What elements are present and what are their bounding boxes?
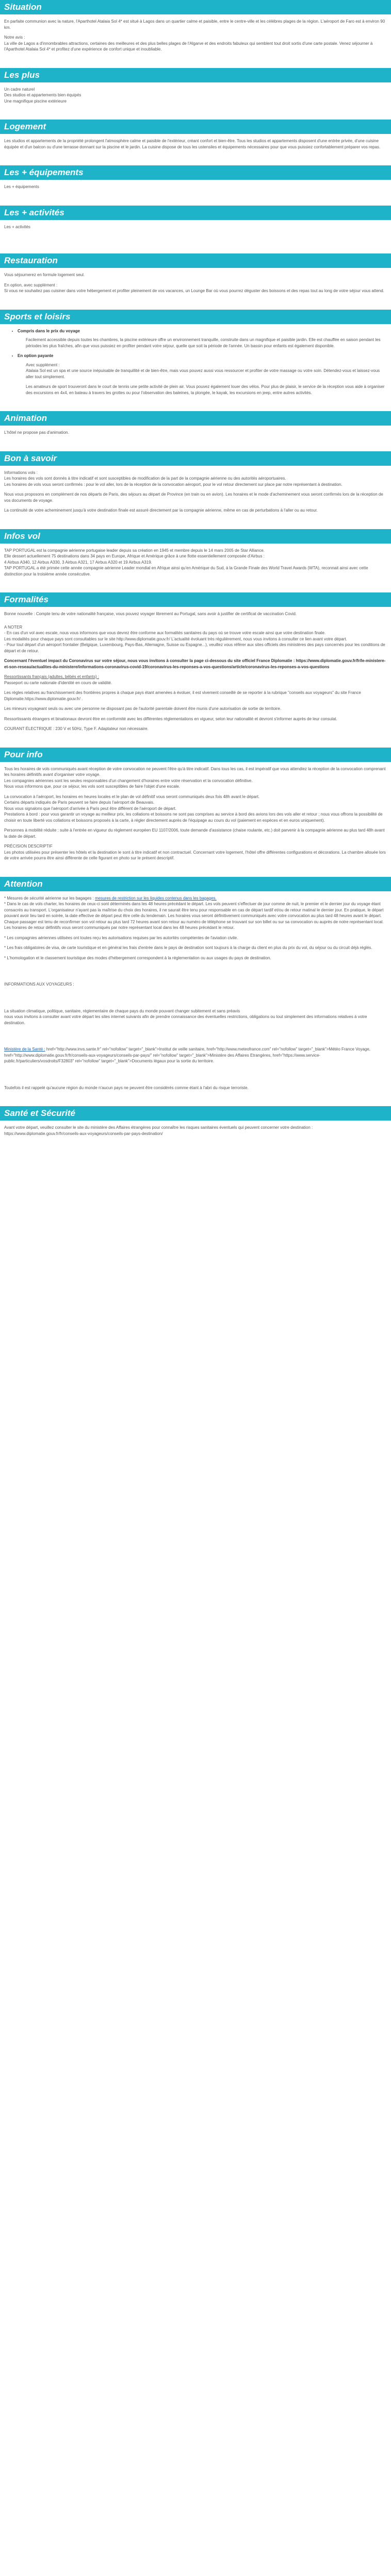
- section-title: Logement: [4, 122, 46, 131]
- list-item: Un cadre naturel: [4, 87, 35, 92]
- paragraph: Atalaia Sol est un spa et une source inépuisable de tranquillité et de bien-être, mais vous pouvez aussi vous ressourcer et profiter de votre massage ou votre soin. Détendez-vous et laissez-vous aller tout simplement.: [26, 368, 380, 379]
- paragraph: Facilement accessible depuis toutes les chambres, la piscine extérieure offre un environnement tranquille, construite dans un magnifique et paisible jardin. Elle est chauffée en saison pendant les périodes les plus fraîches, afin que vous puissiez en profiter pendant votre séjour, quelle que soit la période de l'année. Un bassin pour enfants est également disponible.: [26, 337, 381, 348]
- paragraph: * Les frais obligatoires de visa, de carte touristique et en général les frais d'entrée dans le pays de destination sont toujours à la charge du client en plus du prix du vol, du séjour ou du circuit déjà réglés.: [4, 945, 372, 950]
- paragraph: - Pour tout départ d'un aéroport frontalier (Belgique, Luxembourg, Pays-Bas, Allemagne, Suisse ou Espagne...), veuillez vous référer aux sites officiels des ministères des pays concernés pour les conditions de départ et de retour.: [4, 642, 385, 653]
- section-title: Formalités: [4, 595, 48, 604]
- paragraph: A NOTER: [4, 624, 23, 630]
- paragraph: En option, avec supplément :: [4, 282, 58, 287]
- section-body-restauration: [0, 268, 391, 300]
- paragraph: * L'homologation et le classement touristique des modes d'hébergement correspondent à la réglementation ou aux usages du pays de destination.: [4, 955, 271, 960]
- paragraph: COURANT ÉLECTRIQUE : 230 V et 50Hz, Type F. Adaptateur non nécessaire.: [4, 726, 149, 731]
- paragraph: * Dans le cas de vols charter, les horaires de ceux-ci sont déterminés dans les 48 heures précédant le départ. Les vols peuvent s'effectuer de jour comme de nuit, le premier et le dernier jour du voyage étant consacrés au transport. L'organisateur n'ayant pas la maîtrise du choix des horaires, il ne saurait être tenu pour responsable en cas de départ tardif et/ou de retour matinal le dernier jour. En pratique, le départ pouvant avoir lieu tard en soirée, la date effective de départ peut être celle du lendemain. Les horaires vous seront définitivement communiqués avec votre convocation au plus tard 48 heures avant le départ. Chaque passager est tenu de reconfirmer son vol retour au plus tard 72 heures avant son retour au numéro de téléphone se trouvant sur son billet ou sur sa convocation ou auprès de notre représentant local. Les horaires de retour définitifs vous seront communiqués par notre représentant local dans les 48 heures précédant le retour.: [4, 902, 384, 930]
- section-header-activites: [0, 206, 391, 220]
- paragraph: La convocation à l'aéroport, les horaires en heures locales et le plan de vol définitif vous seront communiqués deux fois 48h avant le départ.: [4, 794, 260, 799]
- paragraph: PRÉCISION DESCRIPTIF: [4, 844, 53, 849]
- paragraph: - En cas d'un vol avec escale, nous vous informons que vous devrez être conforme aux formalités sanitaires du pays où se trouve votre escale ainsi que votre destination finale.: [4, 631, 326, 635]
- paragraph: Concernant l'éventuel impact du Coronavirus sur votre séjour, nous vous invitons à consulter la page ci-dessous du site officiel France Diplomatie : https://www.diplomatie.gouv.fr/fr/le-ministere-et-son-reseau/actualites-du-ministere/informations-coronavirus-covid-19/coronavirus-les-reponses-a-vos-questions/article/coronavirus-les-reponses-a-vos-questions: [4, 658, 386, 669]
- section-header-animation: [0, 411, 391, 426]
- paragraph: Nous vous proposons en complément de nos départs de Paris, des séjours au départ de Province (en train ou en avion). Les horaires et le mode d'acheminement vous seront confirmés lors de la réception de vos documents de voyage.: [4, 492, 383, 503]
- sports-list: [4, 328, 387, 396]
- section-header-restauration: [0, 253, 391, 268]
- paragraph: TAP PORTUGAL est la compagnie aérienne portugaise leader depuis sa création en 1945 et membre depuis le 14 mars 2005 de Star Alliance.: [4, 548, 265, 553]
- section-header-pour-info: [0, 748, 391, 762]
- paragraph: Tous les horaires de vols communiqués avant réception de votre convocation ne peuvent l'être qu'à titre indicatif. Dans tous les cas, il est impératif que vous attendiez la réception de la convocation comprenant les horaires définitifs avant d'organiser votre voyage.: [4, 766, 386, 777]
- paragraph: Les horaires des vols sont donnés à titre indicatif et sont susceptibles de modification de la part de la compagnie aérienne ou des autorités aéroportuaires.: [4, 476, 286, 481]
- paragraph: Bonne nouvelle : Compte tenu de votre nationalité française, vous pouvez voyager librement au Portugal, sans avoir à justifier de certificat de vaccination Covid.: [4, 612, 297, 616]
- section-title: Restauration: [4, 256, 58, 265]
- section-title: Attention: [4, 878, 43, 889]
- paragraph: Avant votre départ, veuillez consulter le site du ministère des Affaires étrangères pour connaître les risques sanitaires éventuels qui peuvent concerner votre destination : https://www.diplomatie.gouv.fr/fr/conseils-aux-voyageurs/conseils-par-pays-destination/: [4, 1125, 313, 1136]
- paragraph-text: * Mesures de sécurité aérienne sur les bagages :: [4, 895, 94, 901]
- section-header-formalites: [0, 592, 391, 607]
- list-item: Des studios et appartements bien équipés: [4, 93, 82, 97]
- paragraph: Ressortissants français (adultes, bébés et enfants) :: [4, 674, 100, 679]
- section-body-bon-a-savoir: [0, 466, 391, 520]
- page: [0, 0, 391, 1143]
- paragraph: La situation climatique, politique, sanitaire, réglementaire de chaque pays du monde pouvant changer subitement et sans préavis: [4, 1008, 240, 1013]
- paragraph: * Les compagnies aériennes utilisées ont toutes reçu les autorisations requises par les autorités compétentes de l'aviation civile.: [4, 935, 238, 940]
- paragraph: nous vous invitons à consulter avant votre départ les sites internet suivants afin de prendre connaissance des éventuelles restrictions, obligations ou tout simplement des informations relatives à votre destination.: [4, 1014, 367, 1025]
- paragraph: Nous vous signalons que l'aéroport d'arrivée à Paris peut être différent de l'aéroport de départ.: [4, 806, 176, 811]
- paragraph: Les + équipements: [4, 184, 39, 189]
- paragraph: INFORMATIONS AUX VOYAGEURS :: [4, 982, 74, 987]
- section-title: Pour info: [4, 749, 43, 759]
- section-header-logement: [0, 120, 391, 134]
- paragraph: Les amateurs de sport trouveront dans le court de tennis une petite activité de plein air. Vous pouvez également louer des vélos. Pour plus de plaisir, le service de la réception vous aide à organiser des excursions en 4x4, en bateau à travers les grottes ou pour l'observation des baleines, la plongée, le kayak, les excursions en jeep, entre autres activités.: [26, 384, 385, 395]
- paragraph: Les + activités: [4, 224, 30, 229]
- paragraph: La continuité de votre acheminement jusqu'à votre destination finale est assuré directement par la compagnie aérienne, même en cas de perturbations à l'aller ou au retour.: [4, 508, 318, 513]
- section-title: Sports et loisirs: [4, 311, 71, 321]
- paragraph: Personnes à mobilité réduite : suite à l'entrée en vigueur du règlement européen EU 1107/2006, toute demande d'assistance (chaise roulante, etc.) doit parvenir à la compagnie aérienne au plus tard 48h avant la date de départ.: [4, 828, 385, 839]
- ministere-sante-link[interactable]: Ministère de la Santé :: [4, 1047, 45, 1052]
- paragraph: Prestations à bord : pour vous garantir un voyage au meilleur prix, les collations et boissons ne sont pas comprises au service à bord des avions lors des vols aller et retour ; nous vous offrons la possibilité de choisir en toute liberté vos collations et boissons proposés à la carte, à régler directement auprès de l'équipage au cours du vol (paiement en espèces et en euros uniquement).: [4, 812, 383, 823]
- section-title: Bon à savoir: [4, 453, 57, 463]
- paragraph: Informations vols :: [4, 470, 38, 475]
- paragraph: 4 Airbus A340, 12 Airbus A330, 3 Airbus A321, 17 Airbus A320 et 19 Airbus A319.: [4, 560, 152, 565]
- section-header-sante: [0, 1106, 391, 1121]
- section-header-infos-vol: [0, 529, 391, 544]
- paragraph: Elle dessert actuellement 75 destinations dans 34 pays en Europe, Afrique et Amérique grâce à une flotte essentiellement composée d'Airbus :: [4, 554, 265, 558]
- section-body-equipements: [0, 180, 391, 196]
- section-title: Animation: [4, 413, 47, 423]
- list-item-label: En option payante: [18, 353, 54, 358]
- paragraph: Les horaires de vols vous seront confirmés : pour le vol aller, lors de la réception de la convocation aéroport, pour le vol retour directement sur place par notre représentant à destination.: [4, 482, 343, 487]
- section-body-formalites: [0, 607, 391, 738]
- paragraph: Les photos utilisées pour présenter les hôtels et la destination le sont à titre indicatif et non contractuel. Concernant votre logement, l'hôtel offre différentes configurations et décorations. La chambre allouée lors de votre arrivée pourra être ainsi différente de celle figurant en photo sur le présent descriptif.: [4, 850, 386, 860]
- section-header-sports: [0, 310, 391, 324]
- section-body-pour-info: [0, 762, 391, 868]
- paragraph: Les règles relatives au franchissement des frontières propres à chaque pays étant amenées à évoluer, il est vivement conseillé de se reporter à la rubrique "conseils aux voyageurs" du site France Diplomatie.https://www.diplomatie.gouv.fr/ .: [4, 690, 361, 701]
- list-item: [18, 328, 387, 349]
- paragraph: Toutefois il est rappelé qu'aucune région du monde n'aucun pays ne peuvent être considérés comme étant à l'abri du risque terroriste.: [4, 1085, 249, 1090]
- section-header-attention: [0, 877, 391, 891]
- paragraph: Vous séjournerez en formule logement seul.: [4, 273, 85, 277]
- paragraph: Avec supplément :: [26, 362, 60, 367]
- paragraph: Notre avis :: [4, 35, 25, 40]
- section-body-infos-vol: [0, 544, 391, 584]
- paragraph: Certains départs indiqués de Paris peuvent se faire depuis l'aéroport de Beauvais.: [4, 800, 155, 805]
- paragraph: L'hôtel ne propose pas d'animation.: [4, 430, 69, 435]
- section-body-sports: [0, 324, 391, 402]
- section-body-logement: [0, 134, 391, 156]
- list-item-label: Compris dans le prix du voyage: [18, 328, 80, 333]
- section-body-animation: [0, 426, 391, 442]
- liquids-restriction-link[interactable]: mesures de restriction sur les liquides contenus dans les bagages.: [95, 895, 217, 901]
- section-title: Santé et Sécurité: [4, 1108, 75, 1118]
- section-title: Situation: [4, 2, 42, 12]
- section-title: Les plus: [4, 70, 40, 80]
- section-body-sante: [0, 1121, 391, 1143]
- paragraph: Si vous ne souhaitez pas cuisiner dans votre hébergement et profiter pleinement de vos vacances, un Lounge Bar où vous pourrez déguster des boissons et des repas tout au long de votre séjour vous attend.: [4, 289, 384, 293]
- paragraph: Les modalités pour chaque pays sont consultables sur le site http://www.diplomatie.gouv.fr/ L'actualité évoluant très régulièrement, nous vous invitons à consulter ce lien avant votre départ.: [4, 636, 347, 641]
- paragraph: En parfaite communion avec la nature, l'Aparthotel Atalaia Sol 4* est situé à Lagos dans un quartier calme et paisible, entre le centre-ville et les célèbres plages de la région. L'aéroport de Faro est à environ 90 km.: [4, 19, 385, 30]
- section-title: Infos vol: [4, 531, 40, 541]
- paragraph-text: href="http://www.invs.sante.fr" rel="nofollow" target="_blank">Institut de veille sanitaire, href="http://www.meteofrance.com" rel="nofollow" target="_blank">Météo France Voyage, href="http://www.diplomatie.gouv.fr/fr/conseils-aux-voyageurs/conseils-par-pays/" rel="nofollow" target="_blank">Ministère des Affaires Etrangères, href="https://www.service-public.fr/particuliers/vosdroits/F32803" rel="nofollow" target="_blank">Documents légaux pour la sortie du territoire.: [4, 1047, 371, 1063]
- section-body-situation: [0, 14, 391, 59]
- section-header-les-plus: [0, 68, 391, 82]
- section-body-activites: [0, 220, 391, 236]
- section-body-les-plus: [0, 82, 391, 111]
- paragraph: Les studios et appartements de la propriété prolongent l'atmosphère calme et paisible de l'extérieur, créant confort et bien-être. Tous les studios et appartements disposent d'une entrée privée, d'une cuisine équipée et d'un balcon ou d'une terrasse donnant sur la piscine et le jardin. La cuisine dispose de tous les ustensiles et équipements nécessaires pour que vous puissiez confortablement préparer vos repas.: [4, 139, 381, 149]
- paragraph: Ressortissants étrangers et binationaux devront être en conformité avec les différentes réglementations en vigueur, selon leur nationalité et devront s'informer auprès de leur consulat.: [4, 716, 337, 721]
- section-header-equipements: [0, 165, 391, 180]
- paragraph: La ville de Lagos a d'innombrables attractions, certaines des meilleures et des plus belles plages de l'Algarve et des endroits fabuleux qui semblent tout droit sortis d'une carte postale. Venez séjourner à l'Aparthotel Atalaia Sol 4* et profitez d'une expérience de confort unique et inoubliable.: [4, 41, 373, 52]
- section-title: Les + équipements: [4, 167, 84, 177]
- paragraph: Les compagnies aériennes sont les seules responsables d'un changement d'horaires entre votre réservation et la convocation définitive.: [4, 778, 253, 783]
- paragraph: Les mineurs voyageant seuls ou avec une personne ne disposant pas de l'autorité parentale doivent être munis d'une autorisation de sortie de territoire.: [4, 706, 282, 711]
- section-header-situation: [0, 0, 391, 14]
- list-item: Une magnifique piscine extérieure: [4, 98, 67, 104]
- section-header-bon-a-savoir: [0, 451, 391, 466]
- paragraph: Nous vous informons que, pour ce séjour, les vols sont susceptibles de faire l'objet d'une escale.: [4, 784, 181, 789]
- paragraph: [4, 1046, 387, 1064]
- paragraph: Passeport ou carte nationale d'identité en cours de validité.: [4, 680, 112, 685]
- list-item: [18, 353, 387, 396]
- section-body-attention: [0, 891, 391, 1097]
- paragraph: TAP PORTUGAL a été primée cette année compagnie aérienne Leader mondial en Afrique ainsi qu'en Amérique du Sud, à la Grande Finale des World Travel Awards (WTA), reconnait ainsi avec cette distinction pour la troisième année consécutive.: [4, 566, 368, 577]
- paragraph: [4, 895, 387, 902]
- section-title: Les + activités: [4, 207, 64, 217]
